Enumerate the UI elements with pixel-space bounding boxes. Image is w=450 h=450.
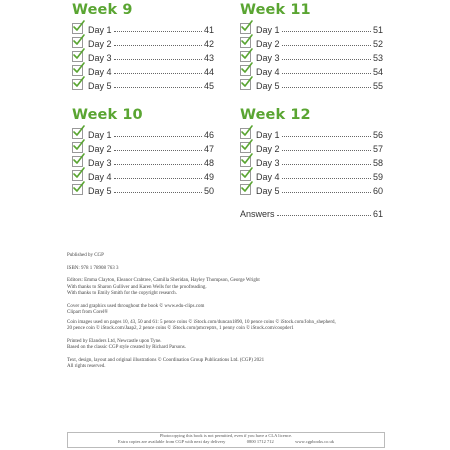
day-entry[interactable] <box>240 49 383 63</box>
day-label: Day 3 <box>256 158 280 168</box>
day-entry[interactable] <box>72 126 214 140</box>
checkbox-tick-icon[interactable] <box>240 79 251 90</box>
day-label: Day 5 <box>88 186 112 196</box>
day-entry[interactable] <box>240 182 383 196</box>
day-entry[interactable] <box>72 168 214 182</box>
answers-label: Answers <box>240 209 275 219</box>
day-entry[interactable] <box>240 168 383 182</box>
phone-number: 0800 1712 712 <box>246 439 274 444</box>
page-number: 53 <box>372 53 383 63</box>
answers-page-number: 61 <box>372 209 383 219</box>
page-number: 56 <box>372 130 383 140</box>
dot-leader <box>282 136 371 137</box>
notice-line: Photocopying this book is not permitted, even if you have a CLA licence. <box>159 433 293 438</box>
day-label: Day 4 <box>256 67 280 77</box>
dot-leader <box>114 178 202 179</box>
dot-leader <box>282 192 371 193</box>
page-number: 46 <box>203 130 214 140</box>
dot-leader <box>114 73 202 74</box>
day-label: Day 1 <box>256 25 280 35</box>
dot-leader <box>282 59 371 60</box>
day-entry[interactable] <box>240 77 383 91</box>
day-label: Day 1 <box>88 25 112 35</box>
page-number: 51 <box>372 25 383 35</box>
page-number: 59 <box>372 172 383 182</box>
dot-leader <box>282 31 371 32</box>
day-entry[interactable] <box>72 154 214 168</box>
day-label: Day 1 <box>256 130 280 140</box>
day-entry[interactable] <box>72 182 214 196</box>
page-number: 55 <box>372 81 383 91</box>
dot-leader <box>282 73 371 74</box>
website-link[interactable]: www.cgpbooks.co.uk <box>295 439 334 444</box>
page-number: 45 <box>203 81 214 91</box>
answers-entry[interactable] <box>240 207 383 219</box>
day-label: Day 5 <box>256 186 280 196</box>
page-number: 58 <box>372 158 383 168</box>
extra-copies-text: Extra copies are available from CGP with next day delivery <box>118 439 226 444</box>
printer-line: Printed by Elanders Ltd, Newcastle upon Tyne. <box>67 338 162 344</box>
day-entry[interactable] <box>240 154 383 168</box>
page-number: 52 <box>372 39 383 49</box>
rights-line: All rights reserved. <box>67 364 106 369</box>
page-number: 47 <box>203 144 214 154</box>
day-label: Day 4 <box>88 172 112 182</box>
checkbox-tick-icon[interactable] <box>72 79 83 90</box>
coin-credit-2: 20 pence coin © iStock.com/Jaap2, 2 pence coins © iStock.com/pmcreptrs, 1 penny coin © iStock.com/coopder1 <box>67 326 294 331</box>
day-label: Day 2 <box>256 39 280 49</box>
day-entry[interactable] <box>240 126 383 140</box>
dot-leader <box>277 215 371 216</box>
week-11-section <box>240 2 383 91</box>
dot-leader <box>282 178 371 179</box>
page-number: 50 <box>203 186 214 196</box>
dot-leader <box>114 87 202 88</box>
thanks-copyright: With thanks to Emily Smith for the copyright research. <box>67 291 177 296</box>
week-title: Week 9 <box>72 2 133 18</box>
editors-line: Editors: Emma Clayton, Eleanor Crabtree, Camilla Sheridan, Hayley Thompson, George Wright <box>67 278 260 283</box>
day-label: Day 2 <box>256 144 280 154</box>
day-entry[interactable] <box>72 49 214 63</box>
page-number: 42 <box>203 39 214 49</box>
day-entry[interactable] <box>240 63 383 77</box>
isbn-line: ISBN: 978 1 78908 763 3 <box>67 265 119 271</box>
day-entry[interactable] <box>240 35 383 49</box>
day-label: Day 3 <box>88 53 112 63</box>
coin-credit-1: Coin images used on pages 10, 43, 50 and 61: 5 pence coins © iStock.com/duncan1890, 10 pence coins © iStock.com/John_shepherd, <box>67 319 336 325</box>
day-entry[interactable] <box>72 63 214 77</box>
thanks-proofreading: With thanks to Sharon Gulliver and Karen Wells for the proofreading. <box>67 284 207 290</box>
week-12-section <box>240 107 383 196</box>
page-number: 43 <box>203 53 214 63</box>
page-number: 57 <box>372 144 383 154</box>
page-number: 49 <box>203 172 214 182</box>
week-10-section <box>72 107 214 196</box>
day-label: Day 3 <box>88 158 112 168</box>
page-number: 54 <box>372 67 383 77</box>
cover-credit: Cover and graphics used throughout the book © www.edu-clips.com <box>67 303 205 309</box>
day-label: Day 5 <box>88 81 112 91</box>
dot-leader <box>114 59 202 60</box>
week-title: Week 10 <box>72 107 143 123</box>
week-title: Week 12 <box>240 107 311 123</box>
clipart-credit: Clipart from Corel® <box>67 310 109 315</box>
dot-leader <box>282 87 371 88</box>
day-entry[interactable] <box>240 140 383 154</box>
day-label: Day 1 <box>88 130 112 140</box>
imprint-block <box>67 253 387 371</box>
day-entry[interactable] <box>72 77 214 91</box>
day-label: Day 2 <box>88 39 112 49</box>
checkbox-tick-icon[interactable] <box>240 184 251 195</box>
dot-leader <box>114 164 202 165</box>
day-label: Day 5 <box>256 81 280 91</box>
day-label: Day 4 <box>256 172 280 182</box>
publisher-line: Published by CGP <box>67 253 104 258</box>
week-9-section <box>72 2 214 91</box>
day-entry[interactable] <box>240 21 383 35</box>
day-label: Day 2 <box>88 144 112 154</box>
photocopy-notice <box>67 432 385 448</box>
style-credit: Based on the classic CGP style created by Richard Parsons. <box>67 345 186 350</box>
dot-leader <box>114 192 202 193</box>
dot-leader <box>282 150 371 151</box>
week-title: Week 11 <box>240 2 311 18</box>
dot-leader <box>114 136 202 137</box>
day-entry[interactable] <box>72 21 214 35</box>
page-number: 41 <box>203 25 214 35</box>
copyright-line: Text, design, layout and original illustrations © Coordination Group Publications Ltd. (CGP) 2021 <box>67 357 265 363</box>
page-number: 48 <box>203 158 214 168</box>
day-entry[interactable] <box>72 35 214 49</box>
checkbox-tick-icon[interactable] <box>72 184 83 195</box>
dot-leader <box>282 164 371 165</box>
page-number: 60 <box>372 186 383 196</box>
day-label: Day 3 <box>256 53 280 63</box>
day-label: Day 4 <box>88 67 112 77</box>
dot-leader <box>282 45 371 46</box>
day-entry[interactable] <box>72 140 214 154</box>
page-number: 44 <box>203 67 214 77</box>
dot-leader <box>114 45 202 46</box>
dot-leader <box>114 150 202 151</box>
dot-leader <box>114 31 202 32</box>
